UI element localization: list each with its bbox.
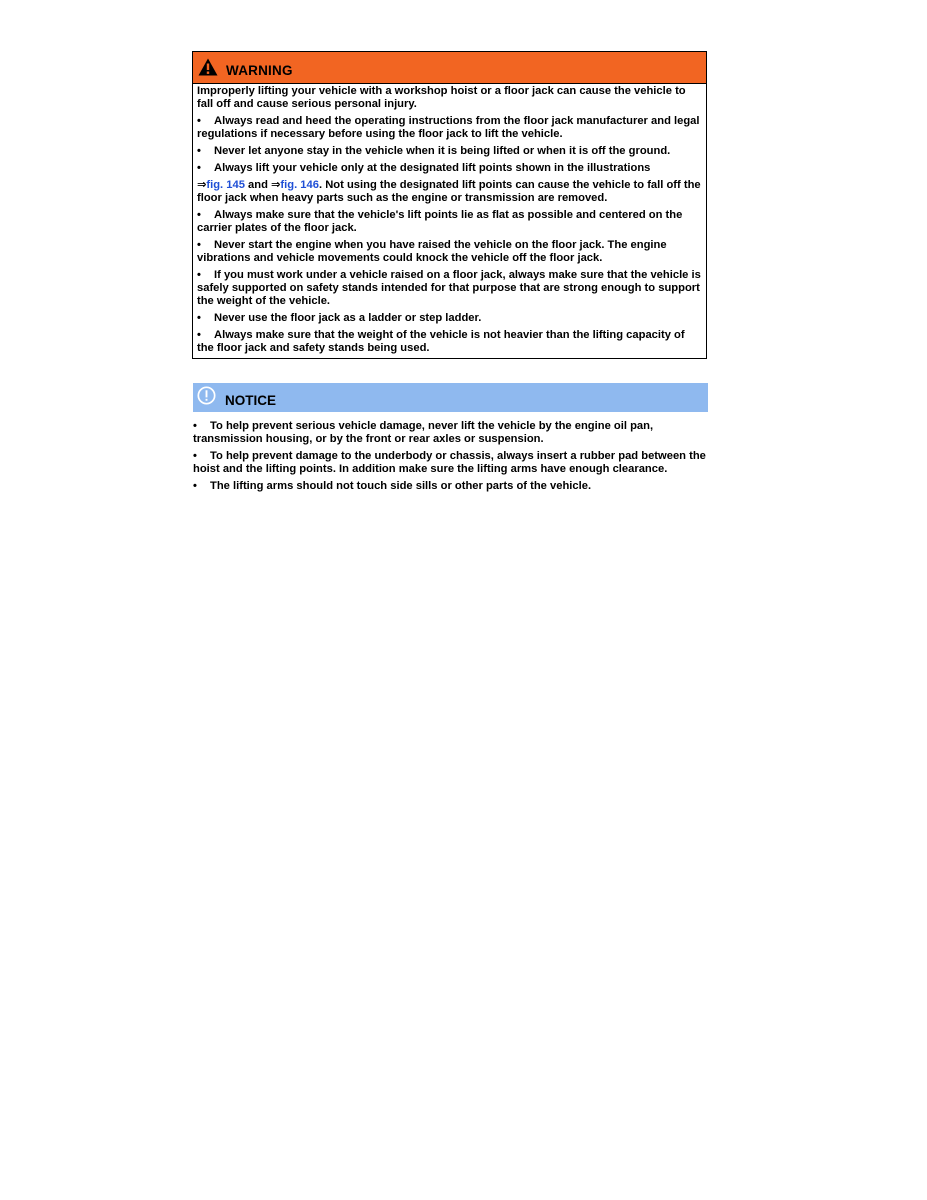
bullet-marker: • <box>197 115 201 127</box>
notice-bullet-text: To help prevent serious vehicle damage, never lift the vehicle by the engine oil pan, transmission housing, or by the front or rear axles or suspension. <box>193 420 654 445</box>
warning-bullet <box>197 269 702 308</box>
notice-bullet-text: To help prevent damage to the underbody or chassis, always insert a rubber pad between the hoist and the lifting points. In addition make sure the lifting arms have enough clearance. <box>193 450 706 475</box>
bullet-marker: • <box>193 480 197 492</box>
figure-reference-paragraph <box>197 179 702 205</box>
notice-bullet-text: The lifting arms should not touch side sills or other parts of the vehicle. <box>210 480 592 492</box>
warning-bullet <box>197 329 702 355</box>
exclamation-circle-icon <box>197 386 216 405</box>
arrow-icon: ⇒ <box>271 179 281 191</box>
warning-bullet-text: Always lift your vehicle only at the designated lift points shown in the illustrations <box>214 162 651 174</box>
warning-body <box>193 84 706 358</box>
warning-bullet-text: Never start the engine when you have raised the vehicle on the floor jack. The engine vibrations and vehicle movements could knock the vehicle off the floor jack. <box>197 239 667 264</box>
notice-bullet <box>193 480 708 493</box>
warning-bullet <box>197 312 702 325</box>
reference-connector: and <box>244 179 272 191</box>
warning-bullet-text: Always make sure that the weight of the vehicle is not heavier than the lifting capacity of the floor jack and safety stands being used. <box>197 329 685 354</box>
warning-bullet-text: Always read and heed the operating instructions from the floor jack manufacturer and legal regulations if necessary before using the floor jack to lift the vehicle. <box>197 115 700 140</box>
bullet-marker: • <box>197 209 201 221</box>
warning-bullet <box>197 145 702 158</box>
notice-bullet <box>193 420 708 446</box>
warning-intro: Improperly lifting your vehicle with a workshop hoist or a floor jack can cause the vehicle to fall off and cause serious personal injury. <box>197 85 686 110</box>
warning-box <box>192 51 707 359</box>
notice-box <box>193 383 708 497</box>
reference-text: . Not using the designated lift points can cause the vehicle to fall off the floor jack when heavy parts such as the engine or transmission are removed. <box>197 179 701 204</box>
warning-bullet-text: Never use the floor jack as a ladder or step ladder. <box>214 312 482 324</box>
notice-body <box>193 412 708 493</box>
warning-bullet <box>197 209 702 235</box>
warning-header <box>193 52 706 84</box>
fig-146-link[interactable]: fig. 146 <box>280 179 319 191</box>
notice-bullet <box>193 450 708 476</box>
bullet-marker: • <box>193 420 197 432</box>
arrow-icon: ⇒ <box>197 179 207 191</box>
warning-bullet <box>197 115 702 141</box>
warning-title: WARNING <box>226 62 293 78</box>
bullet-marker: • <box>197 162 201 174</box>
warning-bullet <box>197 239 702 265</box>
bullet-marker: • <box>197 329 201 341</box>
warning-triangle-icon <box>198 58 218 76</box>
bullet-marker: • <box>197 239 201 251</box>
notice-title: NOTICE <box>225 392 277 408</box>
bullet-marker: • <box>197 145 201 157</box>
warning-bullet-text: Never let anyone stay in the vehicle when it is being lifted or when it is off the ground. <box>214 145 671 157</box>
notice-header <box>193 383 708 412</box>
warning-bullet-text: If you must work under a vehicle raised on a floor jack, always make sure that the vehicle is safely supported on safety stands intended for that purpose that are strong enough to support the weight of the vehicle. <box>197 269 701 307</box>
fig-145-link[interactable]: fig. 145 <box>206 179 245 191</box>
bullet-marker: • <box>197 312 201 324</box>
bullet-marker: • <box>193 450 197 462</box>
warning-bullet-text: Always make sure that the vehicle's lift points lie as flat as possible and centered on the carrier plates of the floor jack. <box>197 209 683 234</box>
bullet-marker: • <box>197 269 201 281</box>
warning-bullet <box>197 162 702 175</box>
